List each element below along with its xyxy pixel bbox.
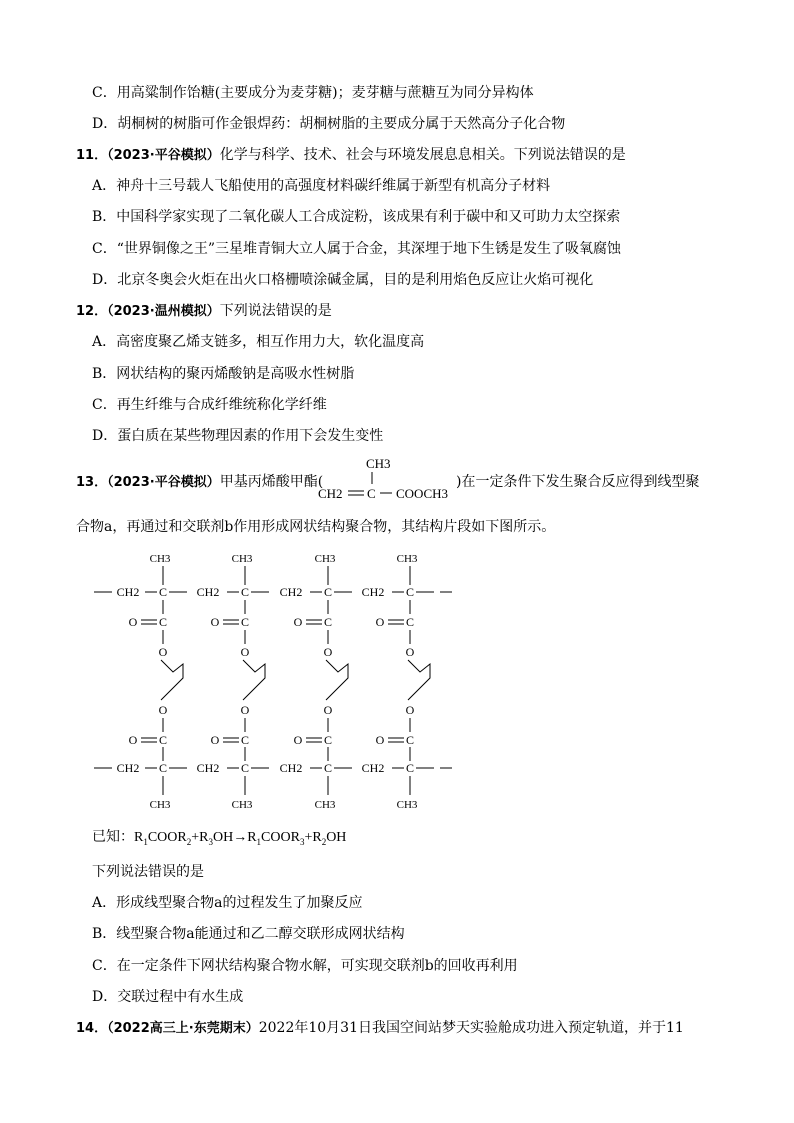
carbonyl-oxygen: O — [210, 733, 220, 747]
q13-stem-line2: 合物a，再通过和交联剂b作用形成网状结构聚合物，其结构片段如下图所示。 — [76, 519, 556, 535]
ester-oxygen: O — [158, 703, 168, 717]
carbonyl-carbon: C — [240, 733, 250, 747]
q13-source: （2023·平谷模拟） — [107, 475, 220, 490]
quaternary-carbon: C — [158, 761, 168, 775]
monomer-formula — [316, 452, 462, 504]
carbonyl-carbon: C — [405, 615, 415, 629]
q13-text-1: 甲基丙烯酸甲酯( — [219, 474, 324, 490]
methyl-group: CH3 — [231, 799, 253, 811]
q13-stem-part1 — [76, 473, 323, 492]
backbone-ch2: CH2 — [279, 761, 303, 775]
backbone-ch2: CH2 — [116, 761, 140, 775]
carbonyl-carbon: C — [323, 733, 333, 747]
carbonyl-carbon: C — [158, 733, 168, 747]
q13-option-b: B．线型聚合物a能通过和乙二醇交联形成网状结构 — [92, 926, 405, 942]
q11-option-a: A．神舟十三号载人飞船使用的高强度材料碳纤维属于新型有机高分子材料 — [92, 178, 551, 194]
methyl-group: CH3 — [314, 799, 336, 811]
known-reaction — [92, 826, 346, 847]
known-label: 已知： — [92, 829, 134, 845]
methyl-group: CH3 — [396, 799, 418, 811]
quaternary-carbon: C — [240, 585, 250, 599]
q10-option-d: D．胡桐树的树脂可作金银焊药：胡桐树脂的主要成分属于天然高分子化合物 — [92, 116, 566, 132]
carbonyl-carbon: C — [323, 615, 333, 629]
backbone-ch2: CH2 — [196, 585, 220, 599]
quaternary-carbon: C — [323, 585, 333, 599]
ester-oxygen: O — [240, 645, 250, 659]
q12-stem — [76, 302, 332, 321]
methyl-group: CH3 — [396, 553, 418, 565]
carbonyl-carbon: C — [158, 615, 168, 629]
methyl-group: CH3 — [314, 553, 336, 565]
carbonyl-oxygen: O — [293, 733, 303, 747]
methyl-group: CH3 — [231, 553, 253, 565]
q11-option-d: D．北京冬奥会火炬在出火口格栅喷涂碱金属，目的是利用焰色反应让火焰可视化 — [92, 272, 594, 288]
carbonyl-oxygen: O — [128, 733, 138, 747]
methyl-group: CH3 — [149, 799, 171, 811]
reaction-equation: $R_1COOR_2+R_3OH\to R_1COOR_3+R_2OH$ — [134, 830, 347, 847]
q14-number: 14． — [76, 1021, 108, 1036]
ester-oxygen: O — [158, 645, 168, 659]
backbone-ch2: CH2 — [196, 761, 220, 775]
q14-text: 2022年10月31日我国空间站梦天实验舱成功进入预定轨道，并于11 — [258, 1020, 684, 1036]
q11-text: 化学与科学、技术、社会与环境发展息息相关。下列说法错误的是 — [219, 147, 626, 163]
q12-option-a: A．高密度聚乙烯支链多，相互作用力大，软化温度高 — [92, 334, 425, 350]
q12-option-c: C．再生纤维与合成纤维统称化学纤维 — [92, 397, 327, 413]
q11-number: 11． — [76, 148, 108, 163]
crosslink-chain — [326, 660, 348, 700]
quaternary-carbon: C — [405, 761, 415, 775]
quaternary-carbon: C — [240, 761, 250, 775]
q13-stem-part2: )在一定条件下发生聚合反应得到线型聚 — [456, 474, 700, 490]
monomer-ch3: CH3 — [366, 456, 391, 471]
methyl-group: CH3 — [149, 553, 171, 565]
q13-number: 13． — [76, 475, 108, 490]
quaternary-carbon: C — [323, 761, 333, 775]
q11-source: （2023·平谷模拟） — [107, 148, 220, 163]
ester-oxygen: O — [323, 703, 333, 717]
q11-option-c: C．“世界铜像之王”三星堆青铜大立人属于合金，其深埋于地下生锈是发生了吸氧腐蚀 — [92, 241, 622, 257]
carbonyl-oxygen: O — [375, 615, 385, 629]
q14-stem — [76, 1019, 684, 1038]
crosslink-chain — [408, 660, 430, 700]
carbonyl-carbon: C — [240, 615, 250, 629]
monomer-c: C — [367, 486, 376, 501]
carbonyl-oxygen: O — [128, 615, 138, 629]
q14-source: （2022高三上·东莞期末） — [107, 1021, 259, 1036]
ester-oxygen: O — [323, 645, 333, 659]
backbone-ch2: CH2 — [361, 761, 385, 775]
carbonyl-oxygen: O — [210, 615, 220, 629]
q12-text: 下列说法错误的是 — [219, 303, 332, 319]
q12-source: （2023·温州模拟） — [107, 304, 220, 319]
q12-number: 12． — [76, 304, 108, 319]
ester-oxygen: O — [240, 703, 250, 717]
q13-option-d: D．交联过程中有水生成 — [92, 989, 244, 1005]
q10-option-c: C．用高粱制作饴糖(主要成分为麦芽糖)；麦芽糖与蔗糖互为同分异构体 — [92, 85, 534, 101]
q11-option-b: B．中国科学家实现了二氧化碳人工合成淀粉，该成果有利于碳中和又可助力太空探索 — [92, 209, 621, 225]
carbonyl-oxygen: O — [293, 615, 303, 629]
backbone-ch2: CH2 — [279, 585, 303, 599]
crosslink-chain — [161, 660, 183, 700]
q12-option-b: B．网状结构的聚丙烯酸钠是高吸水性树脂 — [92, 366, 355, 382]
q13-question: 下列说法错误的是 — [92, 864, 204, 880]
ester-oxygen: O — [405, 703, 415, 717]
carbonyl-carbon: C — [405, 733, 415, 747]
crosslink-chain — [243, 660, 265, 700]
q12-option-d: D．蛋白质在某些物理因素的作用下会发生变性 — [92, 428, 384, 444]
q13-option-a: A．形成线型聚合物a的过程发生了加聚反应 — [92, 895, 363, 911]
backbone-ch2: CH2 — [116, 585, 140, 599]
carbonyl-oxygen: O — [375, 733, 385, 747]
monomer-ch2: CH2 — [318, 486, 343, 501]
quaternary-carbon: C — [405, 585, 415, 599]
monomer-cooch3: COOCH3 — [396, 486, 449, 501]
crosslinked-polymer-structure — [88, 546, 458, 811]
quaternary-carbon: C — [158, 585, 168, 599]
ester-oxygen: O — [405, 645, 415, 659]
q13-option-c: C．在一定条件下网状结构聚合物水解，可实现交联剂b的回收再利用 — [92, 958, 518, 974]
q11-stem — [76, 146, 626, 165]
backbone-ch2: CH2 — [361, 585, 385, 599]
